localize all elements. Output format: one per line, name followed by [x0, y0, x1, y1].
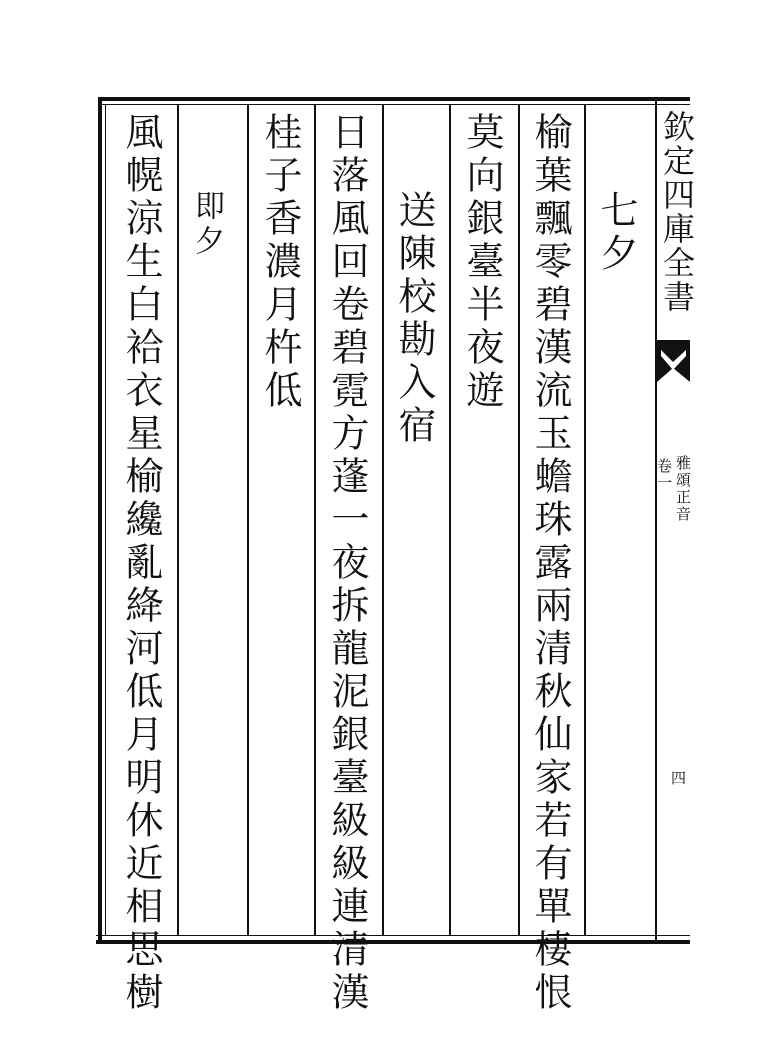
column-divider [177, 104, 179, 936]
column-divider [314, 104, 316, 936]
column-divider [584, 104, 586, 936]
margin-page-number: 四 [669, 770, 687, 787]
text-column-5: 日落風回卷碧霓方蓬一夜拆龍泥銀臺級級連清漢 [325, 112, 369, 1015]
frame-left-rule [98, 100, 102, 943]
text-column-6: 桂子香濃月杵低 [258, 112, 302, 413]
column-divider [449, 104, 451, 936]
text-column-7: 即夕 [189, 190, 224, 260]
text-column-8: 風幌涼生白袷衣星榆纔亂絳河低月明休近相思樹 [119, 112, 163, 1015]
frame-bottom-rule-inner [96, 935, 690, 936]
margin-juan: 卷一 [655, 458, 673, 492]
column-divider [518, 104, 520, 936]
frame-top-rule-inner [98, 104, 690, 105]
frame-bottom-rule [96, 940, 690, 944]
frame-left-rule-inner [105, 105, 106, 935]
margin-title: 欽定四庫全書 [658, 110, 696, 314]
fishtail-mark [657, 340, 690, 382]
column-divider [247, 104, 249, 936]
margin-book-title: 雅頌正音 [674, 455, 692, 523]
text-column-3: 莫向銀臺半夜遊 [460, 112, 504, 413]
text-column-1: 七夕 [594, 190, 638, 276]
column-divider [382, 104, 384, 936]
text-column-2: 榆葉飄零碧漢流玉蟾珠露兩清秋仙家若有單棲恨 [528, 112, 572, 1015]
text-column-4: 送陳校勘入宿 [392, 190, 436, 448]
frame-top-rule [98, 97, 690, 101]
